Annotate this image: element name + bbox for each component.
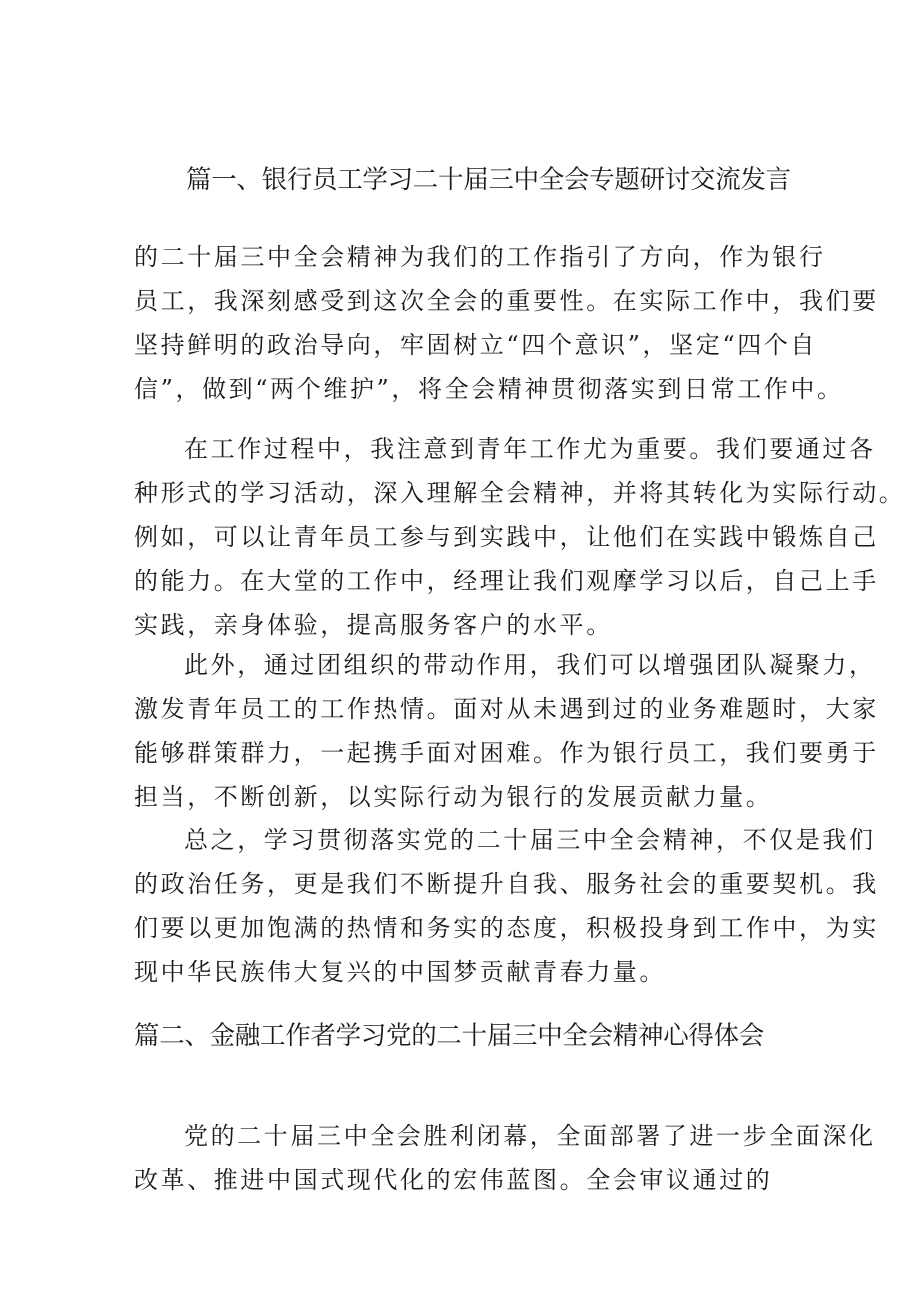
text-line: 激发青年员工的工作热情。面对从未遇到过的业务难题时，大家 (134, 695, 879, 723)
section-1-paragraph-4 (134, 818, 879, 994)
text-line: 的二十届三中全会精神为我们的工作指引了方向，作为银行 (134, 243, 826, 271)
section-2-title: 篇二、金融工作者学习党的二十届三中全会精神心得体会 (134, 1021, 765, 1051)
text-line: 实践，亲身体验，提高服务客户的水平。 (134, 611, 613, 639)
text-line: 们要以更加饱满的热情和务实的态度，积极投身到工作中，为实 (134, 914, 879, 942)
section-1-paragraph-3 (134, 643, 879, 819)
text-line: 例如，可以让青年员工参与到实践中，让他们在实践中锻炼自己 (134, 523, 879, 551)
text-line: 坚持鲜明的政治导向，牢固树立“四个意识”，坚定“四个自 (134, 331, 818, 359)
section-2-paragraph-1 (134, 1114, 876, 1202)
text-line: 改革、推进中国式现代化的宏伟蓝图。全会审议通过的 (134, 1166, 773, 1194)
section-1-title: 篇一、银行员工学习二十届三中全会专题研讨交流发言 (186, 165, 791, 195)
text-line: 的政治任务，更是我们不断提升自我、服务社会的重要契机。我 (134, 870, 879, 898)
text-line: 现中华民族伟大复兴的中国梦贡献青春力量。 (134, 958, 666, 986)
text-line: 的能力。在大堂的工作中，经理让我们观摩学习以后，自己上手 (134, 567, 879, 595)
text-line: 此外，通过团组织的带动作用，我们可以增强团队凝聚力， (184, 651, 876, 679)
text-line: 党的二十届三中全会胜利闭幕，全面部署了进一步全面深化 (184, 1122, 876, 1150)
section-1-paragraph-1 (134, 235, 879, 411)
text-line: 信”，做到“两个维护”，将全会精神贯彻落实到日常工作中。 (134, 375, 844, 403)
text-line: 在工作过程中，我注意到青年工作尤为重要。我们要通过各 (184, 435, 876, 463)
section-1-paragraph-2 (134, 427, 906, 647)
text-line: 能够群策群力，一起携手面对困难。作为银行员工，我们要勇于 (134, 739, 879, 767)
text-line: 种形式的学习活动，深入理解全会精神，并将其转化为实际行动。 (134, 479, 906, 507)
text-line: 员工，我深刻感受到这次全会的重要性。在实际工作中，我们要 (134, 287, 879, 315)
text-line: 总之，学习贯彻落实党的二十届三中全会精神，不仅是我们 (184, 826, 876, 854)
text-line: 担当，不断创新，以实际行动为银行的发展贡献力量。 (134, 783, 773, 811)
